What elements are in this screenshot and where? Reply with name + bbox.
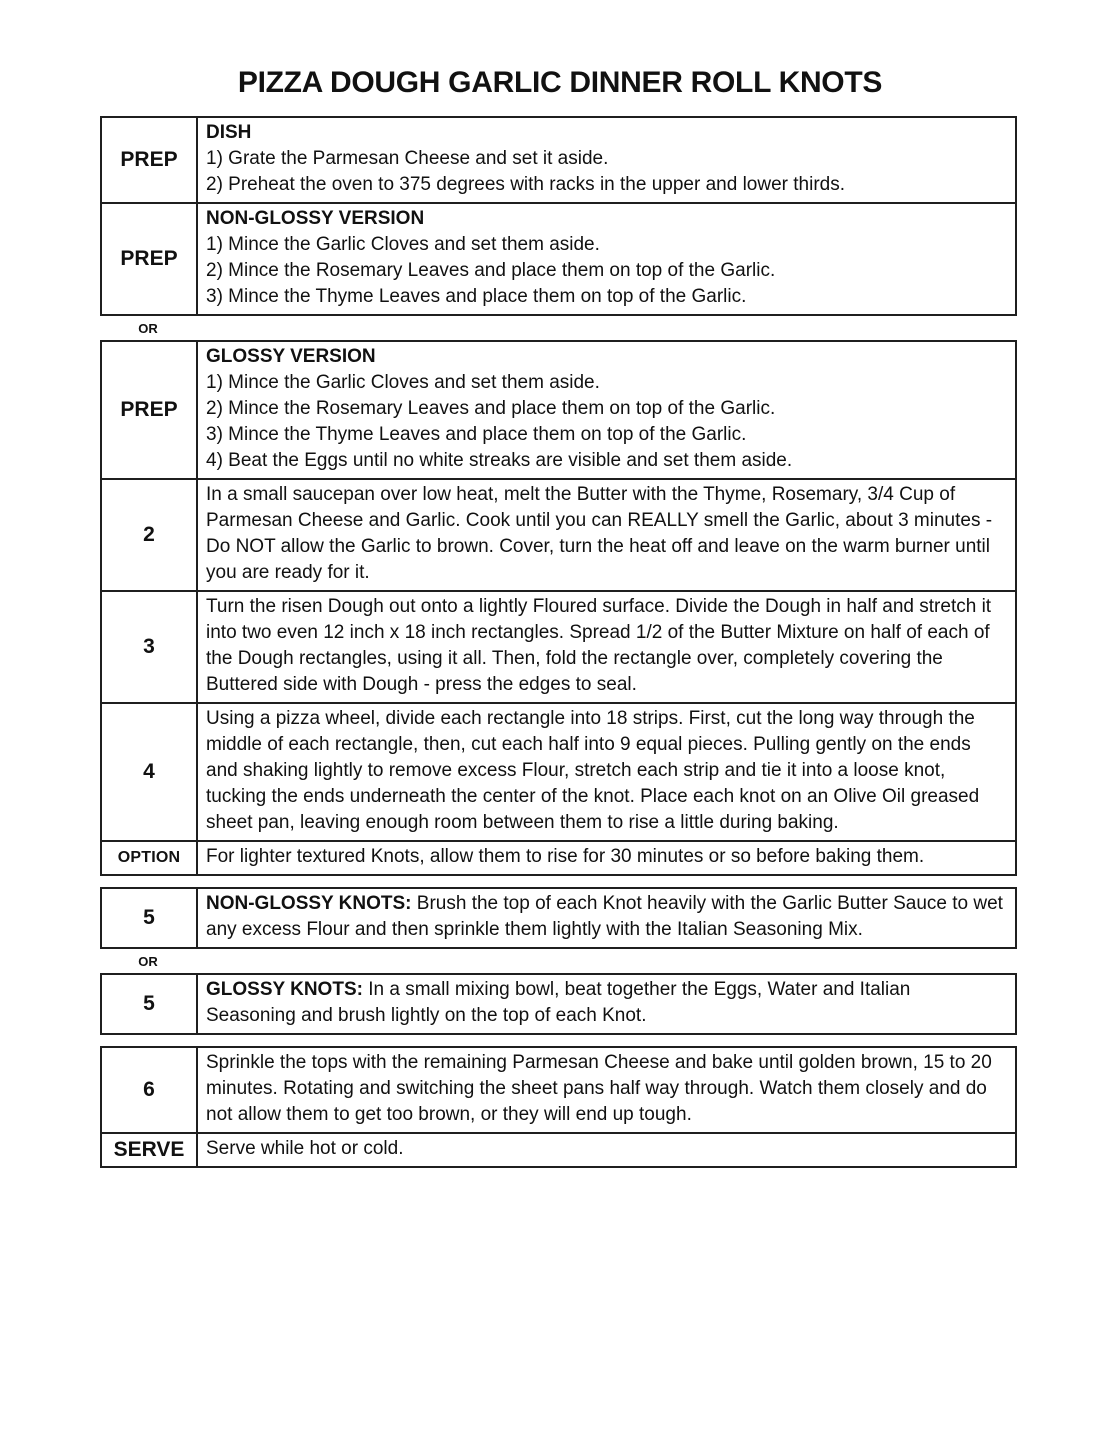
main-steps-table xyxy=(100,340,1017,876)
step-label: 3 xyxy=(102,592,198,702)
step-content: Turn the risen Dough out onto a lightly Floured surface. Divide the Dough in half and stretch it into two even 12 inch x 18 inch rectangles. Spread 1/2 of the Butter Mixture on half of each of the Dough rectangles, using it all. Then, fold the rectangle over, completely covering the Buttered side with Dough - press the edges to seal. xyxy=(206,596,992,695)
spacer xyxy=(100,1035,1017,1046)
table-row xyxy=(102,118,1015,202)
step-line: 2) Preheat the oven to 375 degrees with racks in the upper and lower thirds. xyxy=(206,174,845,195)
step-content: In a small saucepan over low heat, melt the Butter with the Thyme, Rosemary, 3/4 Cup of Parmesan Cheese and Garlic. Cook until you can REALLY smell the Garlic, about 3 minutes - Do NOT allow the Garlic to brown. Cover, turn the heat off and leave on the warm burner until you are ready for it. xyxy=(206,484,993,583)
prep-table xyxy=(100,116,1017,316)
step-label: 5 xyxy=(102,975,198,1033)
option-content: For lighter textured Knots, allow them to rise for 30 minutes or so before baking them. xyxy=(206,846,925,867)
step-label: 2 xyxy=(102,480,198,590)
table-row xyxy=(102,478,1015,590)
table-row xyxy=(102,342,1015,478)
step-content xyxy=(198,975,1015,1033)
or-connector: OR xyxy=(138,321,158,336)
or-connector: OR xyxy=(138,954,158,969)
step-line: 1) Mince the Garlic Cloves and set them aside. xyxy=(206,234,600,255)
step-label: PREP xyxy=(102,118,198,202)
table-row xyxy=(102,590,1015,702)
step-content xyxy=(198,204,1015,314)
step-label: PREP xyxy=(102,204,198,314)
step-content: Sprinkle the tops with the remaining Parmesan Cheese and bake until golden brown, 15 to 20 minutes. Rotating and switching the sheet pans half way through. Watch them closely and do not allow them to get too brown, or they will end up tough. xyxy=(206,1052,992,1125)
step-heading: NON-GLOSSY VERSION xyxy=(206,208,425,229)
option-label: OPTION xyxy=(102,842,198,874)
table-row xyxy=(102,840,1015,874)
table-row xyxy=(102,202,1015,314)
table-row xyxy=(102,1132,1015,1166)
step-label: 4 xyxy=(102,704,198,840)
table-row xyxy=(102,702,1015,840)
step-content xyxy=(198,889,1015,947)
serve-label: SERVE xyxy=(102,1134,198,1166)
spacer xyxy=(100,876,1017,887)
recipe-content xyxy=(100,116,1017,1168)
step-heading: GLOSSY VERSION xyxy=(206,346,376,367)
step-heading: DISH xyxy=(206,122,252,143)
table-row xyxy=(102,889,1015,947)
step-line: 4) Beat the Eggs until no white streaks are visible and set them aside. xyxy=(206,450,793,471)
step-content xyxy=(198,342,1015,478)
step-heading-inline: GLOSSY KNOTS: xyxy=(206,979,363,1000)
step-text: In a small mixing bowl, beat together the Eggs, Water and Italian Seasoning and brush lightly on the top of each Knot. xyxy=(206,979,911,1026)
step-line: 2) Mince the Rosemary Leaves and place them on top of the Garlic. xyxy=(206,260,776,281)
glossy-knots-table xyxy=(100,973,1017,1035)
step-line: 3) Mince the Thyme Leaves and place them on top of the Garlic. xyxy=(206,424,747,445)
step-heading-inline: NON-GLOSSY KNOTS: xyxy=(206,893,412,914)
bake-serve-table xyxy=(100,1046,1017,1168)
step-content: Using a pizza wheel, divide each rectangle into 18 strips. First, cut the long way through the middle of each rectangle, then, cut each half into 9 equal pieces. Pulling gently on the ends and shaking lightly to remove excess Flour, stretch each strip and tie it into a loose knot, tucking the ends underneath the center of the knot. Place each knot on an Olive Oil greased sheet pan, leaving enough room between them to rise a little during baking. xyxy=(206,708,980,833)
non-glossy-knots-table xyxy=(100,887,1017,949)
step-line: 1) Grate the Parmesan Cheese and set it aside. xyxy=(206,148,609,169)
step-label: 6 xyxy=(102,1048,198,1132)
step-label: 5 xyxy=(102,889,198,947)
step-line: 2) Mince the Rosemary Leaves and place them on top of the Garlic. xyxy=(206,398,776,419)
table-row xyxy=(102,975,1015,1033)
step-text: Brush the top of each Knot heavily with the Garlic Butter Sauce to wet any excess Flour and then sprinkle them lightly with the Italian Seasoning Mix. xyxy=(206,893,1003,940)
step-line: 1) Mince the Garlic Cloves and set them aside. xyxy=(206,372,600,393)
step-label: PREP xyxy=(102,342,198,478)
step-content xyxy=(198,118,1015,202)
step-line: 3) Mince the Thyme Leaves and place them on top of the Garlic. xyxy=(206,286,747,307)
serve-content: Serve while hot or cold. xyxy=(206,1138,404,1159)
page-title: PIZZA DOUGH GARLIC DINNER ROLL KNOTS xyxy=(237,66,883,99)
table-row xyxy=(102,1048,1015,1132)
